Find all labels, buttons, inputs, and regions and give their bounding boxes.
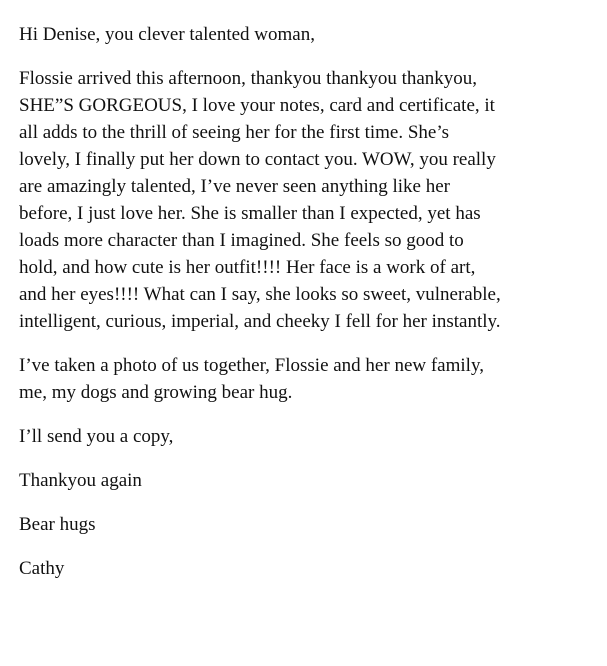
greeting: Hi Denise, you clever talented woman, — [19, 24, 315, 45]
paragraph-line: me, my dogs and growing bear hug. — [19, 382, 293, 403]
paragraph-line: and her eyes!!!! What can I say, she looks so sweet, vulnerable, — [19, 284, 501, 305]
paragraph-line: are amazingly talented, I’ve never seen anything like her — [19, 176, 450, 197]
paragraph-line: before, I just love her. She is smaller than I expected, yet has — [19, 203, 481, 224]
paragraph-line: Flossie arrived this afternoon, thankyou thankyou thankyou, — [19, 68, 478, 89]
paragraph-line: I’ve taken a photo of us together, Flossie and her new family, — [19, 355, 484, 376]
paragraph-line: loads more character than I imagined. She feels so good to — [19, 230, 464, 251]
paragraph-line: SHE”S GORGEOUS, I love your notes, card and certificate, it — [19, 95, 495, 116]
closing-line: Bear hugs — [19, 514, 96, 535]
paragraph-arrival — [19, 65, 599, 335]
send-copy-line: I’ll send you a copy, — [19, 426, 174, 447]
paragraph-line: intelligent, curious, imperial, and cheeky I fell for her instantly. — [19, 311, 501, 332]
paragraph-line: hold, and how cute is her outfit!!!! Her face is a work of art, — [19, 257, 476, 278]
signature: Cathy — [19, 558, 65, 579]
paragraph-photo — [19, 352, 599, 406]
thanks-line: Thankyou again — [19, 470, 142, 491]
paragraph-line: lovely, I finally put her down to contact you. WOW, you really — [19, 149, 496, 170]
paragraph-line: all adds to the thrill of seeing her for the first time. She’s — [19, 122, 450, 143]
